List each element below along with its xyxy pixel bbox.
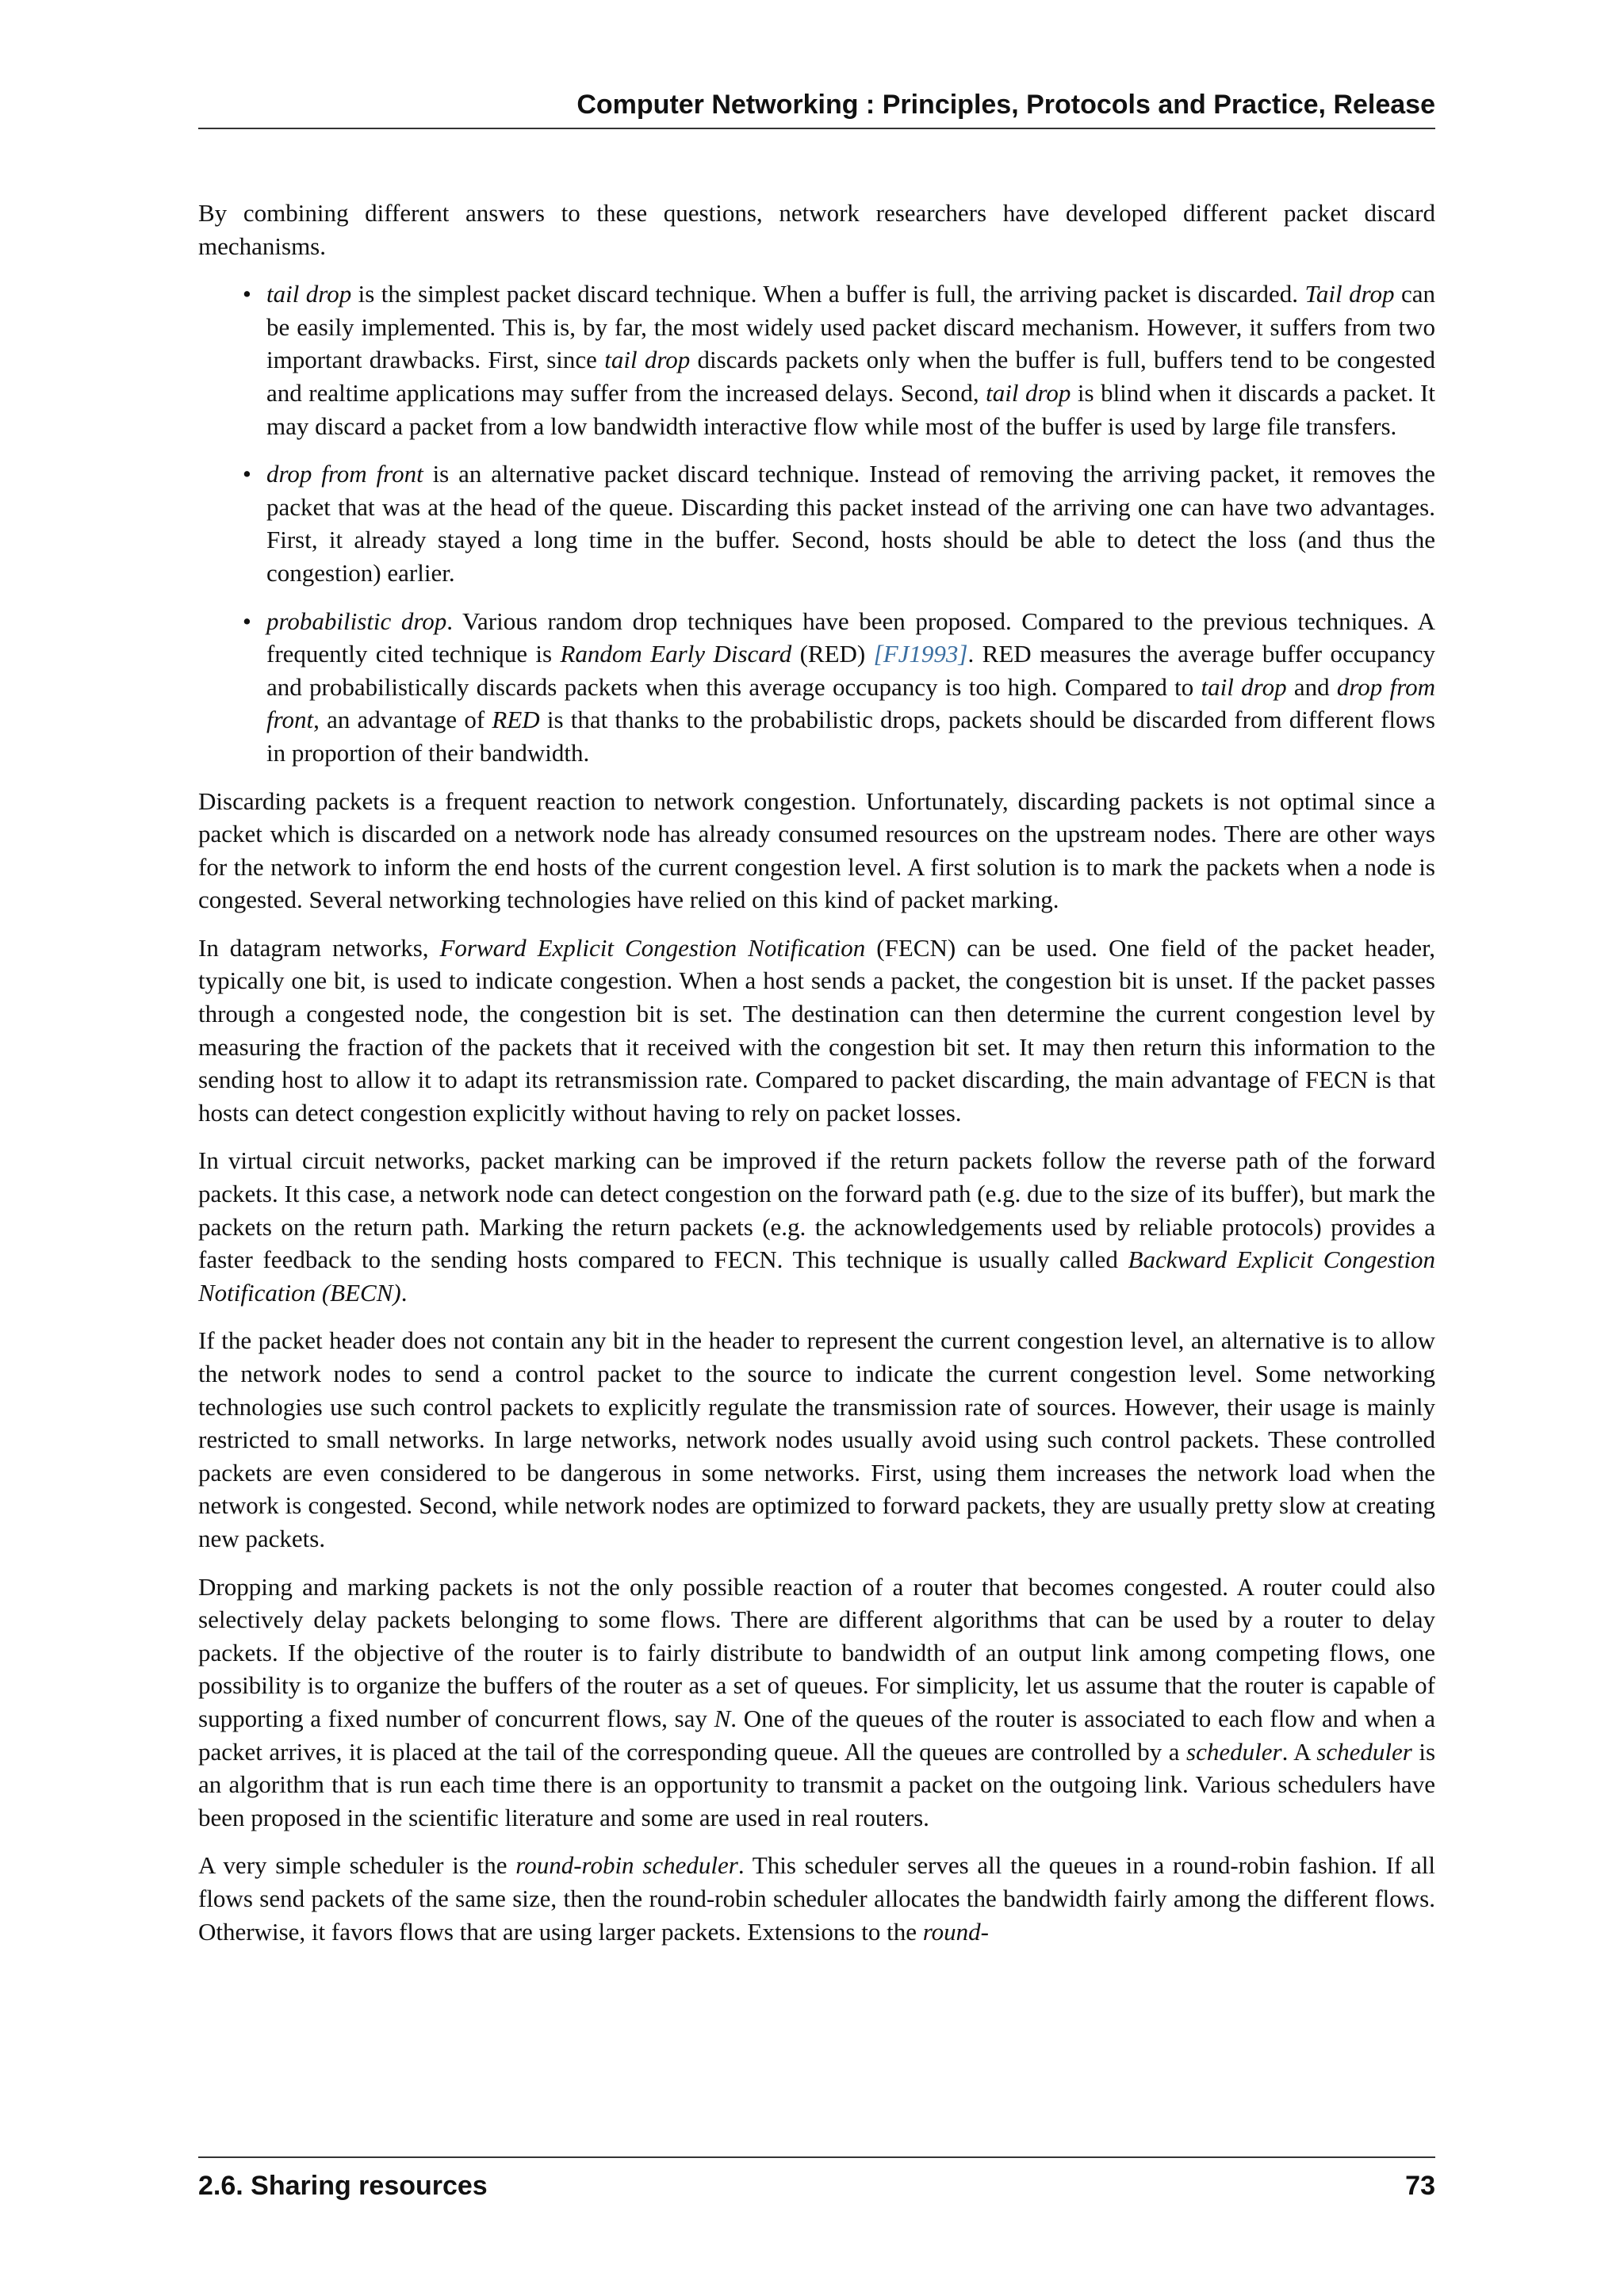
bullet-icon: •: [243, 607, 251, 635]
book-title: Computer Networking : Principles, Protocols and Practice, Release: [576, 90, 1435, 120]
paragraph-intro: By combining different answers to these questions, network researchers have developed different packet discard mechanisms.: [198, 199, 1435, 260]
citation-link-fj1993[interactable]: [FJ1993]: [873, 640, 968, 668]
section-title: 2.6. Sharing resources: [198, 2171, 488, 2201]
bullet-icon: •: [243, 280, 251, 308]
running-header: [198, 86, 1435, 129]
list-item-drop-from-front: • drop from front is an alternative packet discard technique. Instead of removing the arriving packet, it removes the packet that was at the head of the queue. Discarding this packet instead of the arriving one can have two advantages. First, it already stayed a long time in the buffer. Second, hosts should be able to detect the loss (and thus the congestion) earlier.: [198, 457, 1435, 589]
paragraph-control-packets: If the packet header does not contain any bit in the header to represent the current congestion level, an alternative is to allow the network nodes to send a control packet to the source to indicate the current congestion level. Some networking technologies use such control packets to explicitly regulate the transmission rate of sources. However, their usage is mainly restricted to small networks. In large networks, network nodes usually avoid using such control packets. These controlled packets are even considered to be dangerous in some networks. First, using them increases the network load when the network is congested. Second, while network nodes are optimized to forward packets, they are usually pretty slow at creating new packets.: [198, 1326, 1435, 1552]
discard-techniques-list: [198, 277, 1435, 769]
paragraph-round-robin: A very simple scheduler is the round-robin scheduler. This scheduler serves all the queues in a round-robin fashion. If all flows send packets of the same size, then the round-robin scheduler allocates the bandwidth fairly among the different flows. Otherwise, it favors flows that are using larger packets. Extensions to the round-: [198, 1851, 1435, 1946]
list-item-probabilistic-drop: • probabilistic drop. Various random drop techniques have been proposed. Compared to the previous techniques. A frequently cited technique is Random Early Discard (RED) [FJ1993]. RED measures the average buffer occupancy and probabilistically discards packets when this average occupancy is too high. Compared to tail drop and drop from front, an advantage of RED is that thanks to the probabilistic drops, packets should be discarded from different flows in proportion of their bandwidth.: [198, 605, 1435, 770]
paragraph-fecn: In datagram networks, Forward Explicit Congestion Notification (FECN) can be used. One field of the packet header, typically one bit, is used to indicate congestion. When a host sends a packet, the congestion bit is unset. If the packet passes through a congested node, the congestion bit is set. The destination can then determine the current congestion level by measuring the fraction of the packets that it received with the congestion bit set. It may then return this information to the sending host to allow it to adapt its retransmission rate. Compared to packet discarding, the main advantage of FECN is that hosts can detect congestion explicitly without having to rely on packet losses.: [198, 933, 1436, 1127]
page-number: 73: [1405, 2171, 1435, 2201]
paragraph-discarding: Discarding packets is a frequent reaction to network congestion. Unfortunately, discarding packets is not optimal since a packet which is discarded on a network node has already consumed resources on the upstream nodes. There are other ways for the network to inform the end hosts of the current congestion level. A first solution is to mark the packets when a node is congested. Several networking technologies have relied on this kind of packet marking.: [198, 786, 1435, 914]
page-body: [198, 197, 1435, 1963]
running-footer: [198, 2156, 1435, 2202]
paragraph-scheduler: Dropping and marking packets is not the only possible reaction of a router that becomes congested. A router could also selectively delay packets belonging to some flows. There are different algorithms that can be used by a router to delay packets. If the objective of the router is to fairly distribute to bandwidth of an output link among competing flows, one possibility is to organize the buffers of the router as a set of queues. For simplicity, let us assume that the router is capable of supporting a fixed number of concurrent flows, say N. One of the queues of the router is associated to each flow and when a packet arrives, it is placed at the tail of the corresponding queue. All the queues are controlled by a scheduler. A scheduler is an algorithm that is run each time there is an opportunity to transmit a packet on the outgoing link. Various schedulers have been proposed in the scientific literature and some are used in real routers.: [198, 1572, 1436, 1831]
bullet-icon: •: [243, 460, 251, 488]
paragraph-becn: In virtual circuit networks, packet marking can be improved if the return packets follow the reverse path of the forward packets. It this case, a network node can detect congestion on the forward path (e.g. due to the size of its buffer), but mark the packets on the return path. Marking the return packets (e.g. the acknowledgements used by reliable protocols) provides a faster feedback to the sending hosts compared to FECN. This technique is usually called Backward Explicit Congestion Notification (BECN).: [198, 1146, 1436, 1307]
list-item-tail-drop: • tail drop is the simplest packet discard technique. When a buffer is full, the arriving packet is discarded. Tail drop can be easily implemented. This is, by far, the most widely used packet discard mechanism. However, it suffers from two important drawbacks. First, since tail drop discards packets only when the buffer is full, buffers tend to be congested and realtime applications may suffer from the increased delays. Second, tail drop is blind when it discards a packet. It may discard a packet from a low bandwidth interactive flow while most of the buffer is used by large file transfers.: [198, 277, 1435, 442]
